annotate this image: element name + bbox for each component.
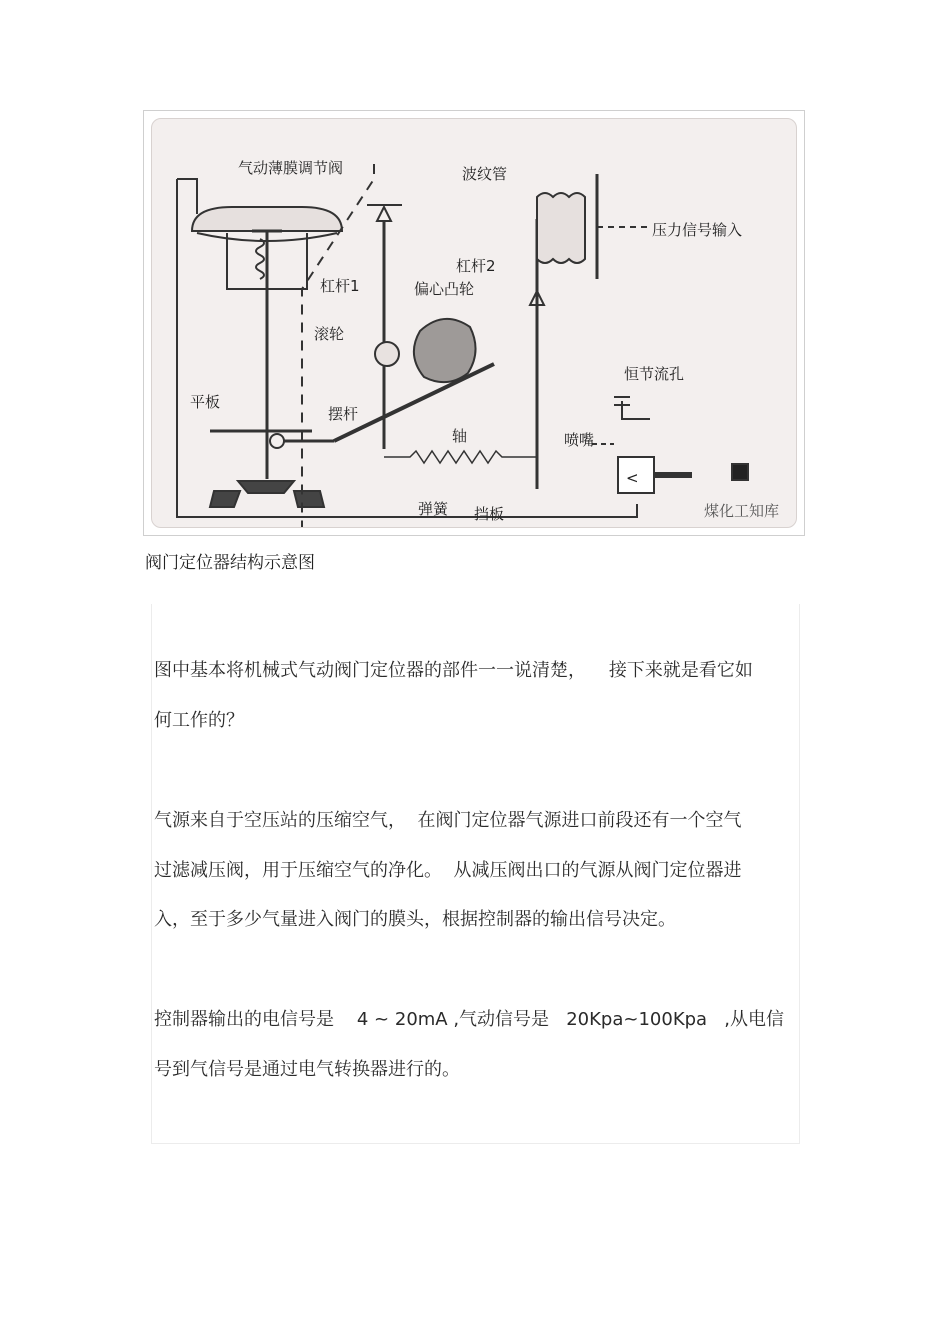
diaphragm-head [192, 207, 342, 231]
paragraph-line: 控制器输出的电信号是 4 ~ 20mA ,气动信号是 20Kpa~100Kpa ,从电信 [154, 1009, 784, 1030]
converter-symbol: < [626, 469, 639, 487]
label-cam: 偏心凸轮 [414, 280, 475, 298]
bellows-shape [537, 193, 585, 263]
label-swing-rod: 摆杆 [328, 405, 359, 423]
figure-caption: 阀门定位器结构示意图 [145, 553, 315, 573]
label-pressure-input: 压力信号输入 [652, 221, 743, 239]
valve-plug [238, 481, 294, 493]
paragraph-line: 过滤减压阀，用于压缩空气的净化。 从减压阀出口的气源从阀门定位器进 [154, 860, 742, 881]
feedback-spring [384, 451, 537, 463]
paragraph-line: 入，至于多少气量进入阀门的膜头，根据控制器的输出信号决定。 [154, 909, 676, 930]
label-shaft: 轴 [452, 427, 468, 445]
valve-seat-right [294, 491, 324, 507]
orifice-pipe [622, 401, 650, 419]
air-pipe-top [177, 179, 197, 214]
lever1-pivot [377, 207, 391, 221]
label-roller: 滚轮 [314, 325, 345, 343]
label-nozzle: 喷嘴 [564, 431, 595, 449]
paragraph-line: 图中基本将机械式气动阀门定位器的部件一一说清楚， 接下来就是看它如 [154, 660, 753, 681]
swing-pivot [270, 434, 284, 448]
article-body [151, 604, 800, 1144]
actuator-spring [256, 239, 264, 279]
label-lever1: 杠杆1 [320, 277, 360, 295]
paragraph-line: 气源来自于空压站的压缩空气， 在阀门定位器气源进口前段还有一个空气 [154, 810, 742, 831]
valve-positioner-diagram [151, 118, 797, 528]
paragraph-line: 号到气信号是通过电气转换器进行的。 [154, 1059, 460, 1080]
diagram-svg [152, 119, 797, 528]
valve-seat-left [210, 491, 240, 507]
watermark: 煤化工知库 [704, 502, 780, 520]
label-valve: 气动薄膜调节阀 [238, 159, 344, 177]
label-lever2: 杠杆2 [456, 257, 496, 275]
eccentric-cam [414, 319, 476, 382]
label-spring: 弹簧 [418, 500, 449, 518]
label-plate: 平板 [190, 393, 221, 411]
label-orifice: 恒节流孔 [624, 365, 685, 383]
label-baffle: 挡板 [474, 505, 505, 523]
figure-frame [143, 110, 805, 536]
swing-rod [334, 364, 494, 441]
roller [375, 342, 399, 366]
square-marker [732, 464, 748, 480]
label-bellows: 波纹管 [462, 165, 508, 183]
paragraph-line: 何工作的？ [154, 710, 244, 731]
